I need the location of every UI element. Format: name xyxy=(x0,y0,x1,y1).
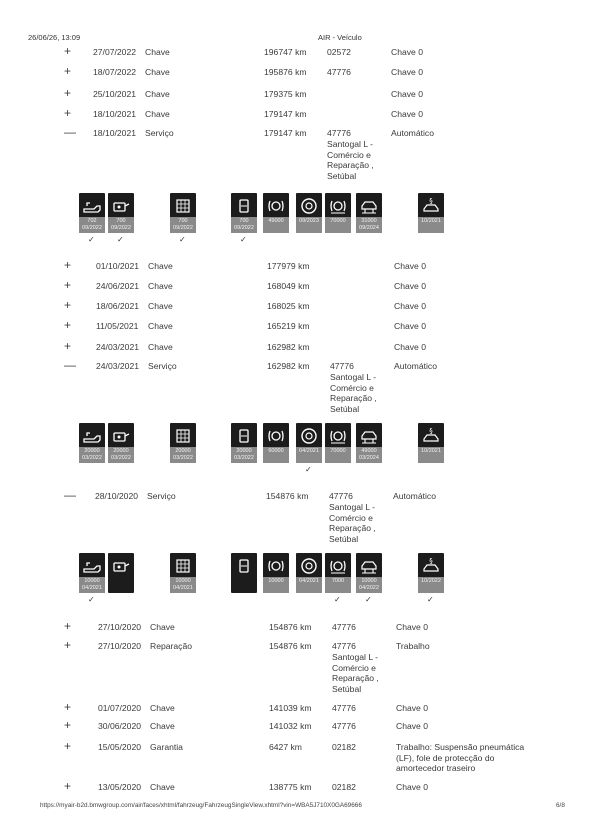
due-date: 09/2023 xyxy=(299,218,319,224)
row-remark: Chave 0 xyxy=(394,321,427,331)
due-date: 09/2022 xyxy=(234,225,254,231)
due-mileage: 20000 xyxy=(236,448,252,454)
microfilter-icon xyxy=(170,423,196,463)
service-due-label xyxy=(296,577,322,593)
engine-oil-icon xyxy=(79,423,105,463)
due-mileage: 10000 xyxy=(361,578,377,584)
checkmark-icon: ✓ xyxy=(305,465,312,474)
row-date: 01/10/2021 xyxy=(96,261,140,271)
row-type: Chave xyxy=(148,281,173,291)
expand-toggle[interactable]: + xyxy=(64,700,72,714)
expand-toggle[interactable]: + xyxy=(64,619,72,633)
row-remark: Automático xyxy=(391,128,434,138)
row-type: Serviço xyxy=(145,128,174,138)
row-remark: Chave 0 xyxy=(396,721,429,731)
expand-toggle[interactable]: — xyxy=(64,488,76,502)
row-date: 24/06/2021 xyxy=(96,281,140,291)
checkmark-icon: ✓ xyxy=(427,595,434,604)
row-mileage: 195876 km xyxy=(264,67,307,77)
service-due-label xyxy=(356,217,382,233)
row-date: 25/10/2021 xyxy=(93,89,137,99)
row-dealer: 47776 xyxy=(329,491,353,501)
row-dealer-name: Santogal L - Comércio e Reparação , Setúbal xyxy=(329,502,376,544)
engine-oil-icon xyxy=(79,553,105,593)
row-remark: Chave 0 xyxy=(391,47,424,57)
row-type: Chave xyxy=(148,321,173,331)
due-mileage: 700 xyxy=(116,218,126,224)
due-date: 10/2021 xyxy=(421,218,441,224)
vehicle-check-icon xyxy=(418,193,444,233)
row-dealer: 02182 xyxy=(332,742,356,752)
row-dealer-name: Santogal L - Comércio e Reparação , Setúbal xyxy=(327,139,374,181)
row-mileage: 154876 km xyxy=(269,622,312,632)
front-brake-icon xyxy=(263,553,289,593)
service-due-label xyxy=(108,447,134,463)
car-lift-icon xyxy=(356,193,382,233)
car-lift-icon xyxy=(356,553,382,593)
service-due-label xyxy=(296,447,322,463)
row-date: 27/10/2020 xyxy=(98,641,142,651)
row-mileage: 168049 km xyxy=(267,281,310,291)
due-date: 03/2022 xyxy=(82,455,102,461)
row-date: 11/05/2021 xyxy=(96,321,139,331)
due-date: 03/2022 xyxy=(234,455,254,461)
expand-toggle[interactable]: + xyxy=(64,638,72,652)
checkmark-icon: ✓ xyxy=(88,595,95,604)
row-date: 18/10/2021 xyxy=(93,109,137,119)
row-date: 24/03/2021 xyxy=(96,361,140,371)
row-date: 24/03/2021 xyxy=(96,342,140,352)
expand-toggle[interactable]: + xyxy=(64,106,72,120)
row-type: Chave xyxy=(150,721,175,731)
row-remark: Trabalho xyxy=(396,641,430,651)
row-dealer: 47776 xyxy=(332,721,356,731)
due-mileage: 20000 xyxy=(113,448,129,454)
front-brake-icon xyxy=(263,423,289,463)
row-type: Serviço xyxy=(147,491,176,501)
row-type: Chave xyxy=(145,109,170,119)
service-due-label xyxy=(79,577,105,593)
service-due-label xyxy=(325,217,351,233)
row-type: Chave xyxy=(145,89,170,99)
expand-toggle[interactable]: + xyxy=(64,86,72,100)
due-mileage: 702 xyxy=(87,218,97,224)
checkmark-icon: ✓ xyxy=(240,235,247,244)
microfilter-icon xyxy=(170,193,196,233)
row-mileage: 177979 km xyxy=(267,261,310,271)
row-dealer-name: Santogal L - Comércio e Reparação , Setúbal xyxy=(332,652,379,694)
row-type: Chave xyxy=(150,622,175,632)
due-mileage: 10000 xyxy=(175,578,191,584)
due-date: 04/2021 xyxy=(299,448,319,454)
row-remark: Chave 0 xyxy=(396,622,429,632)
page-number: 6/8 xyxy=(556,802,565,809)
row-dealer: 47776 xyxy=(327,67,351,77)
checkmark-icon: ✓ xyxy=(365,595,372,604)
row-mileage: 165219 km xyxy=(267,321,310,331)
row-type: Chave xyxy=(148,261,173,271)
due-date: 04/2021 xyxy=(173,585,193,591)
rear-brake-icon xyxy=(325,193,351,233)
due-date: 03/2022 xyxy=(173,455,193,461)
svg-text:§: § xyxy=(429,427,433,435)
row-dealer: 02572 xyxy=(327,47,351,57)
expand-toggle[interactable]: + xyxy=(64,298,72,312)
row-mileage: 154876 km xyxy=(266,491,309,501)
service-due-label xyxy=(108,217,134,233)
service-due-label xyxy=(325,447,351,463)
service-due-label xyxy=(231,217,257,233)
checkmark-icon: ✓ xyxy=(117,235,124,244)
row-dealer: 47776 xyxy=(332,703,356,713)
due-mileage: 70000 xyxy=(330,448,346,454)
service-due-label xyxy=(170,577,196,593)
row-mileage: 168025 km xyxy=(267,301,310,311)
svg-text:§: § xyxy=(429,197,433,205)
due-mileage: 10000 xyxy=(84,578,100,584)
brake-fluid-icon xyxy=(231,423,257,463)
row-date: 27/10/2020 xyxy=(98,622,142,632)
row-remark: Chave 0 xyxy=(391,109,424,119)
service-icon-row xyxy=(0,193,600,253)
row-dealer-name: Santogal L - Comércio e Reparação , Setúbal xyxy=(330,372,377,414)
row-date: 18/07/2022 xyxy=(93,67,137,77)
row-date: 28/10/2020 xyxy=(95,491,139,501)
row-date: 27/07/2022 xyxy=(93,47,137,57)
row-remark: Chave 0 xyxy=(394,261,427,271)
service-due-label xyxy=(231,447,257,463)
rear-brake-icon xyxy=(325,553,351,593)
service-due-label xyxy=(418,577,444,593)
service-due-label xyxy=(263,217,289,233)
checkmark-icon: ✓ xyxy=(88,235,95,244)
expand-toggle[interactable]: + xyxy=(64,718,72,732)
service-due-label xyxy=(263,577,289,593)
row-remark: Chave 0 xyxy=(394,301,427,311)
due-date: 09/2022 xyxy=(82,225,102,231)
row-mileage: 154876 km xyxy=(269,641,312,651)
row-mileage: 179375 km xyxy=(264,89,307,99)
service-due-label xyxy=(356,577,382,593)
row-mileage: 179147 km xyxy=(264,128,307,138)
engine-oil-icon xyxy=(79,193,105,233)
row-remark: Automático xyxy=(393,491,436,501)
due-date: 10/2022 xyxy=(421,578,441,584)
due-mileage: 31000 xyxy=(361,218,377,224)
row-mileage: 162982 km xyxy=(267,361,310,371)
expand-toggle[interactable]: + xyxy=(64,64,72,78)
row-dealer: 47776 xyxy=(330,361,354,371)
row-dealer: 02182 xyxy=(332,782,356,792)
service-due-label xyxy=(418,217,444,233)
due-mileage: 20000 xyxy=(84,448,100,454)
expand-toggle[interactable]: + xyxy=(64,339,72,353)
service-due-label xyxy=(170,447,196,463)
row-remark: Chave 0 xyxy=(396,703,429,713)
brake-fluid-icon xyxy=(231,553,257,593)
due-mileage: 700 xyxy=(178,218,188,224)
oil-service-icon xyxy=(108,193,134,233)
row-remark: Chave 0 xyxy=(391,67,424,77)
tire-icon xyxy=(296,553,322,593)
rear-brake-icon xyxy=(325,423,351,463)
row-type: Chave xyxy=(145,47,170,57)
due-date: 09/2022 xyxy=(111,225,131,231)
svg-text:§: § xyxy=(429,557,433,565)
row-type: Garantia xyxy=(150,742,183,752)
row-date: 30/06/2020 xyxy=(98,721,142,731)
service-due-label xyxy=(79,447,105,463)
checkmark-icon: ✓ xyxy=(334,595,341,604)
row-type: Chave xyxy=(148,301,173,311)
service-due-label xyxy=(296,217,322,233)
expand-toggle[interactable]: + xyxy=(64,44,72,58)
row-mileage: 162982 km xyxy=(267,342,310,352)
service-due-label xyxy=(356,447,382,463)
front-brake-icon xyxy=(263,193,289,233)
service-due-label xyxy=(79,217,105,233)
row-date: 15/05/2020 xyxy=(98,742,142,752)
row-type: Reparação xyxy=(150,641,193,651)
expand-toggle[interactable]: — xyxy=(64,125,76,139)
row-dealer: 47776 xyxy=(332,622,356,632)
brake-fluid-icon xyxy=(231,193,257,233)
footer-url: https://myair-b2d.bmwgroup.com/air/faces/xhtml/fahrzeug/FahrzeugSingleView.xhtml?vin=WBA5J710X0GA69666 xyxy=(40,802,362,809)
expand-toggle[interactable]: + xyxy=(64,258,72,272)
microfilter-icon xyxy=(170,553,196,593)
service-due-label xyxy=(170,217,196,233)
row-mileage: 179147 km xyxy=(264,109,307,119)
row-mileage: 196747 km xyxy=(264,47,307,57)
oil-service-icon xyxy=(108,423,134,463)
row-mileage: 141039 km xyxy=(269,703,312,713)
row-date: 01/07/2020 xyxy=(98,703,142,713)
tire-icon xyxy=(296,423,322,463)
row-mileage: 138775 km xyxy=(269,782,312,792)
due-date: 04/2021 xyxy=(299,578,319,584)
row-dealer: 47776 xyxy=(327,128,351,138)
oil-service-icon xyxy=(108,553,134,593)
due-mileage: 700 xyxy=(239,218,249,224)
tire-icon xyxy=(296,193,322,233)
row-remark: Chave 0 xyxy=(394,281,427,291)
print-datetime: 26/06/26, 13:09 xyxy=(28,33,81,42)
row-remark: Chave 0 xyxy=(396,782,429,792)
due-date: 03/2022 xyxy=(111,455,131,461)
row-type: Chave xyxy=(148,342,173,352)
car-lift-icon xyxy=(356,423,382,463)
expand-toggle[interactable]: + xyxy=(64,739,72,753)
due-date: 09/2024 xyxy=(359,225,379,231)
row-date: 18/06/2021 xyxy=(96,301,140,311)
due-mileage: 49000 xyxy=(361,448,377,454)
row-date: 18/10/2021 xyxy=(93,128,137,138)
row-remark: Trabalho: Suspensão pneumática (LF), fole de protecção do amortecedor traseiro xyxy=(396,742,525,774)
service-icon-row xyxy=(0,423,600,483)
due-mileage: 70000 xyxy=(330,218,346,224)
due-date: 03/2024 xyxy=(359,455,379,461)
service-due-label xyxy=(325,577,351,593)
due-mileage: 60000 xyxy=(268,448,284,454)
expand-toggle[interactable]: + xyxy=(64,318,72,332)
vehicle-check-icon xyxy=(418,423,444,463)
due-mileage: 10000 xyxy=(268,578,284,584)
due-date: 04/2021 xyxy=(82,585,102,591)
due-mileage: 49000 xyxy=(268,218,284,224)
row-remark: Chave 0 xyxy=(391,89,424,99)
due-mileage: 7000 xyxy=(331,578,345,584)
row-type: Chave xyxy=(150,782,175,792)
row-dealer: 47776 xyxy=(332,641,356,651)
row-type: Chave xyxy=(150,703,175,713)
due-date: 04/2022 xyxy=(359,585,379,591)
service-due-label xyxy=(263,447,289,463)
expand-toggle[interactable]: + xyxy=(64,278,72,292)
due-date: 10/2021 xyxy=(421,448,441,454)
row-mileage: 141032 km xyxy=(269,721,312,731)
expand-toggle[interactable]: — xyxy=(64,358,76,372)
service-icon-row xyxy=(0,553,600,613)
row-mileage: 6427 km xyxy=(269,742,302,752)
due-mileage: 20000 xyxy=(175,448,191,454)
page-title: AIR - Veículo xyxy=(318,33,362,42)
row-type: Serviço xyxy=(148,361,177,371)
row-remark: Automático xyxy=(394,361,437,371)
vehicle-check-icon xyxy=(418,553,444,593)
checkmark-icon: ✓ xyxy=(179,235,186,244)
expand-toggle[interactable]: + xyxy=(64,779,72,793)
service-due-label xyxy=(418,447,444,463)
due-date: 09/2022 xyxy=(173,225,193,231)
row-type: Chave xyxy=(145,67,170,77)
row-date: 13/05/2020 xyxy=(98,782,142,792)
row-remark: Chave 0 xyxy=(394,342,427,352)
